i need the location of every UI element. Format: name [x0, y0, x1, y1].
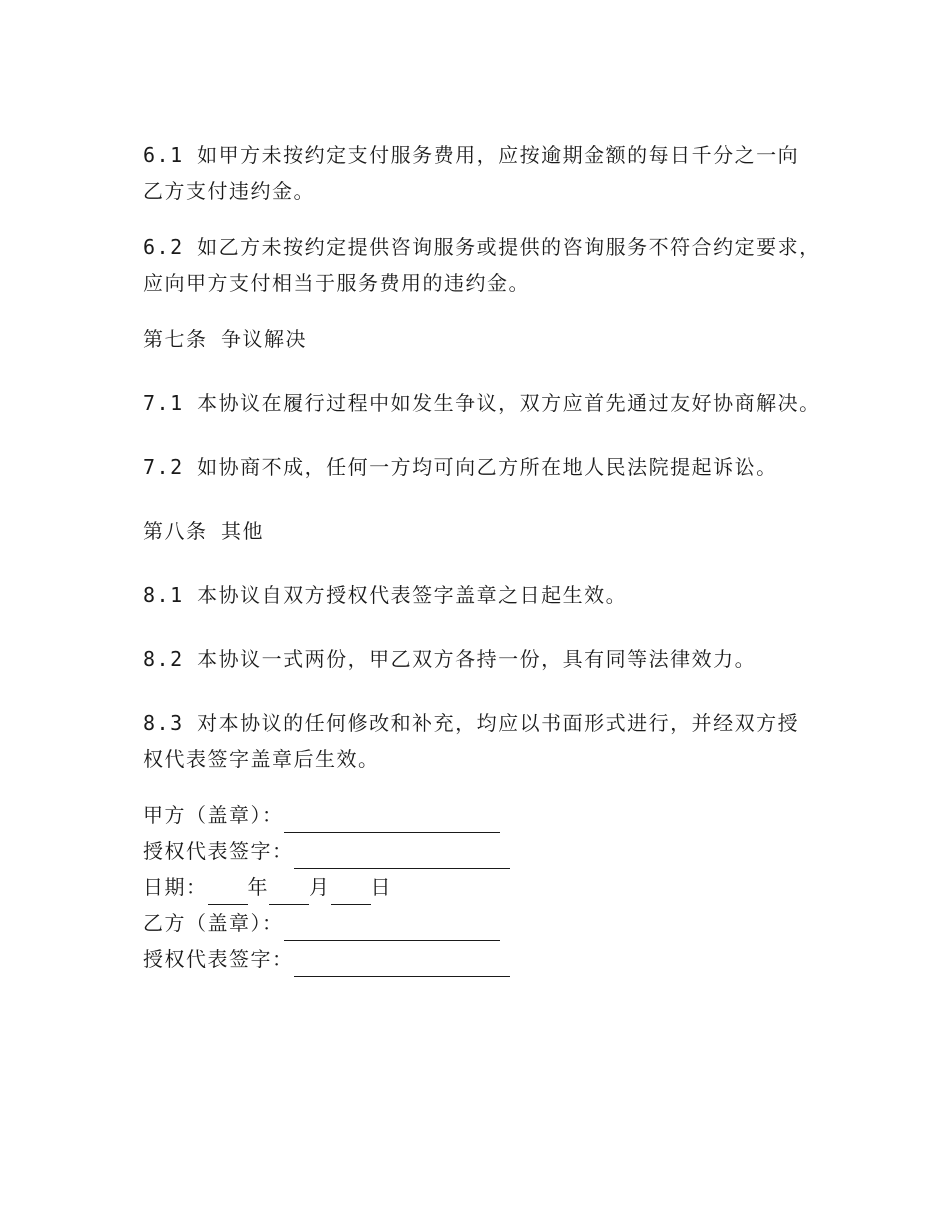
party-b-seal-line	[143, 905, 843, 941]
article-7-title: 第七条 争议解决	[143, 327, 308, 351]
party-b-seal-blank[interactable]	[284, 914, 500, 941]
clause-8-3-line1: 8.3 对本协议的任何修改和补充，均应以书面形式进行，并经双方授	[143, 711, 800, 735]
clause-8-2: 8.2 本协议一式两份，甲乙双方各持一份，具有同等法律效力。	[143, 647, 757, 671]
party-b-label: 乙方（盖章）：	[143, 911, 284, 935]
date-line	[143, 869, 843, 905]
clause-6-1-line2: 乙方支付违约金。	[143, 179, 315, 203]
date-year-label: 年	[247, 875, 269, 899]
party-b-rep-line	[143, 941, 843, 977]
party-a-seal-line	[143, 797, 843, 833]
party-a-seal-blank[interactable]	[284, 806, 500, 833]
party-a-rep-label: 授权代表签字：	[143, 839, 294, 863]
clause-8-1: 8.1 本协议自双方授权代表签字盖章之日起生效。	[143, 583, 628, 607]
party-b-rep-label: 授权代表签字：	[143, 947, 294, 971]
clause-8-3	[143, 705, 843, 777]
clause-7-1: 7.1 本协议在履行过程中如发生争议，双方应首先通过友好协商解决。	[143, 391, 821, 415]
clause-6-1	[143, 137, 843, 209]
date-day-label: 日	[370, 875, 392, 899]
clause-6-2-line1: 6.2 如乙方未按约定提供咨询服务或提供的咨询服务不符合约定要求，	[143, 235, 821, 259]
date-label: 日期：	[143, 875, 208, 899]
date-month-blank[interactable]	[269, 878, 309, 905]
date-year-blank[interactable]	[208, 878, 248, 905]
party-b-rep-blank[interactable]	[294, 950, 510, 977]
article-8-title: 第八条 其他	[143, 519, 265, 543]
clause-6-1-line1: 6.1 如甲方未按约定支付服务费用，应按逾期金额的每日千分之一向	[143, 143, 800, 167]
clause-8-3-line2: 权代表签字盖章后生效。	[143, 747, 380, 771]
clause-6-2	[143, 229, 843, 301]
date-day-blank[interactable]	[331, 878, 371, 905]
clause-7-2: 7.2 如协商不成，任何一方均可向乙方所在地人民法院提起诉讼。	[143, 455, 778, 479]
clause-6-2-line2: 应向甲方支付相当于服务费用的违约金。	[143, 271, 530, 295]
party-a-label: 甲方（盖章）：	[143, 803, 284, 827]
contract-page	[143, 137, 843, 977]
party-a-rep-line	[143, 833, 843, 869]
date-month-label: 月	[309, 875, 331, 899]
party-a-rep-blank[interactable]	[294, 842, 510, 869]
